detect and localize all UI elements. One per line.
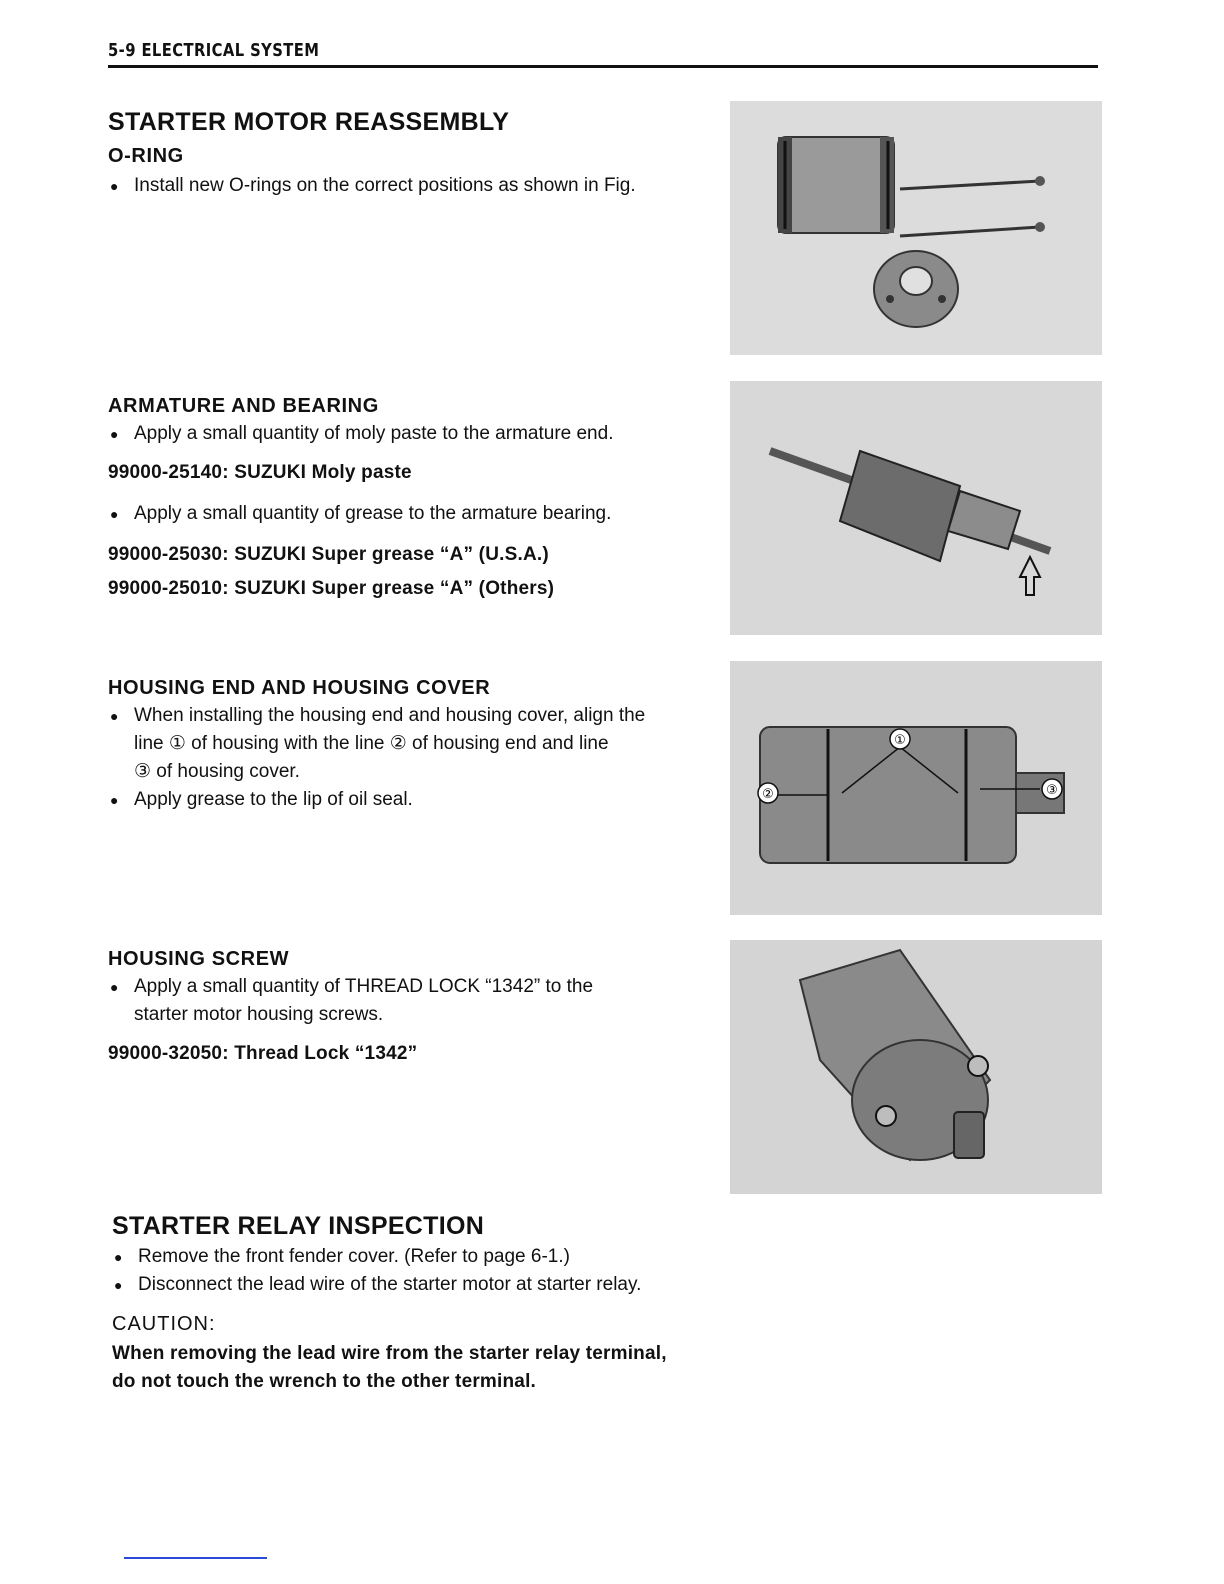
footer-link-underline <box>124 1557 267 1559</box>
subsection-title-screw: HOUSING SCREW <box>108 948 290 970</box>
housing-screw-illustration <box>730 940 1102 1194</box>
subsection-title-armature: ARMATURE AND BEARING <box>108 395 379 417</box>
armature-instruction-1: Apply a small quantity of moly paste to the armature end. <box>134 423 614 444</box>
subsection-title-oring: O-RING <box>108 145 184 167</box>
caution-text-line-1: When removing the lead wire from the starter relay terminal, <box>112 1343 667 1364</box>
housing-alignment-illustration <box>730 661 1102 915</box>
oring-photo <box>730 101 1102 355</box>
list-item <box>108 702 708 786</box>
header-divider <box>108 65 1098 68</box>
armature-instruction-2: Apply a small quantity of grease to the armature bearing. <box>134 503 612 524</box>
list-item <box>108 420 708 448</box>
housing-instruction-line-2: line ① of housing with the line ② of housing end and line <box>134 733 609 754</box>
screw-instruction-line-1: Apply a small quantity of THREAD LOCK “1342” to the <box>134 976 594 997</box>
housing-section <box>108 677 708 814</box>
armature-section <box>108 395 708 600</box>
caution-label: CAUTION: <box>112 1313 216 1335</box>
bullet-icon: ● <box>114 1249 123 1265</box>
bullet-icon: ● <box>110 708 119 724</box>
callout-label-3: ③ <box>1046 783 1058 798</box>
screw-instruction-line-2: starter motor housing screws. <box>134 1004 384 1025</box>
part-number-thread-lock: 99000-32050: Thread Lock “1342” <box>108 1043 418 1064</box>
screw-section <box>108 948 708 1065</box>
list-item <box>108 500 708 528</box>
callout-label-1: ① <box>894 733 906 748</box>
bullet-icon: ● <box>114 1277 123 1293</box>
relay-instruction-1: Remove the front fender cover. (Refer to page 6-1.) <box>138 1246 570 1267</box>
bullet-icon: ● <box>110 178 119 194</box>
bullet-icon: ● <box>110 506 119 522</box>
housing-instruction-2: Apply grease to the lip of oil seal. <box>134 789 413 810</box>
housing-instruction-line-1: When installing the housing end and housing cover, align the <box>134 705 646 726</box>
list-item <box>112 1243 712 1271</box>
relay-section <box>112 1212 712 1396</box>
housing-photo <box>730 661 1102 915</box>
section-title-reassembly: STARTER MOTOR REASSEMBLY <box>108 108 510 136</box>
bullet-icon: ● <box>110 979 119 995</box>
section-title-relay: STARTER RELAY INSPECTION <box>112 1212 485 1240</box>
caution-text-line-2: do not touch the wrench to the other terminal. <box>112 1371 537 1392</box>
callout-label-2: ② <box>762 787 774 802</box>
subsection-title-housing: HOUSING END AND HOUSING COVER <box>108 677 491 699</box>
list-item <box>108 172 708 200</box>
housing-screw-photo <box>730 940 1102 1194</box>
armature-photo <box>730 381 1102 635</box>
armature-illustration <box>730 381 1102 635</box>
part-number-grease-usa: 99000-25030: SUZUKI Super grease “A” (U.S.A.) <box>108 544 549 565</box>
part-number-grease-others: 99000-25010: SUZUKI Super grease “A” (Others) <box>108 578 555 599</box>
part-number-moly: 99000-25140: SUZUKI Moly paste <box>108 462 412 483</box>
oring-parts-illustration <box>730 101 1102 355</box>
relay-instruction-2: Disconnect the lead wire of the starter motor at starter relay. <box>138 1274 642 1295</box>
oring-section <box>108 108 708 200</box>
oring-instruction: Install new O-rings on the correct positions as shown in Fig. <box>134 175 636 196</box>
list-item <box>108 786 708 814</box>
bullet-icon: ● <box>110 792 119 808</box>
housing-instruction-line-3: ③ of housing cover. <box>134 761 300 782</box>
header-title: 5-9 ELECTRICAL SYSTEM <box>108 40 320 61</box>
bullet-icon: ● <box>110 426 119 442</box>
list-item <box>112 1271 712 1299</box>
list-item <box>108 973 708 1029</box>
page-header <box>108 40 1098 61</box>
